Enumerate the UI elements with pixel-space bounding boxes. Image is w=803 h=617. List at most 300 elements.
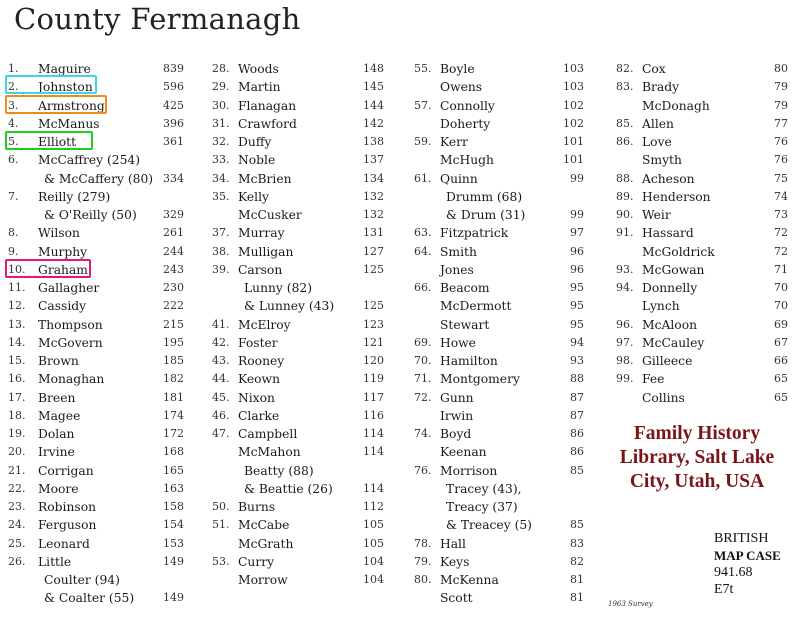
surname: Ferguson	[38, 518, 97, 533]
surname-count: 181	[163, 390, 184, 404]
surname-count: 67	[774, 335, 788, 349]
surname-row	[414, 78, 596, 96]
surname-count: 137	[363, 153, 384, 167]
surname-row	[8, 297, 196, 315]
surname: Johnston	[38, 80, 93, 95]
rank-number: 76.	[414, 463, 432, 477]
catalog-reference	[714, 530, 781, 598]
surname-count: 96	[570, 262, 584, 276]
surname: McCabe	[238, 518, 290, 533]
surname-row	[616, 188, 800, 206]
surname-count: 195	[163, 335, 184, 349]
surname-count: 103	[563, 80, 584, 94]
surname-count: 144	[363, 98, 384, 112]
surname: Mulligan	[238, 244, 294, 259]
surname-count: 172	[163, 427, 184, 440]
surname-row	[212, 206, 396, 224]
rank-number: 69.	[414, 335, 432, 349]
surname: Keown	[238, 372, 280, 387]
surname-row	[212, 352, 396, 370]
surname: Donnelly	[642, 281, 698, 295]
rank-number: 85.	[616, 116, 634, 130]
surname: Rooney	[238, 354, 285, 368]
surname-row	[414, 261, 596, 279]
surname-count: 105	[363, 536, 384, 550]
rank-number: 78.	[414, 536, 432, 550]
surname: Gunn	[440, 390, 474, 405]
surname: Treacy (37)	[446, 500, 518, 514]
surname-count: 66	[774, 354, 788, 367]
surname-count: 396	[163, 116, 184, 130]
rank-number: 64.	[414, 244, 432, 258]
rank-number: 97.	[616, 335, 634, 349]
surname-row	[212, 553, 396, 571]
surname: Crawford	[238, 116, 297, 131]
rank-number: 61.	[414, 171, 432, 185]
surname-count: 132	[363, 208, 384, 221]
rank-number: 98.	[616, 354, 634, 367]
surname-count: 65	[774, 372, 788, 386]
surname-row	[414, 60, 596, 78]
surname: McCaffrey (254)	[38, 153, 141, 168]
rank-number: 18.	[8, 408, 26, 422]
surname: Jones	[440, 262, 474, 277]
surname: Drumm (68)	[446, 189, 523, 204]
surname: Maguire	[38, 62, 91, 76]
surname-count: 83	[570, 536, 584, 550]
rank-number: 19.	[8, 427, 26, 440]
surname: Martin	[238, 80, 281, 95]
surname: Stewart	[440, 317, 490, 332]
surname-row	[212, 261, 396, 279]
surname-row	[8, 370, 196, 388]
surname-count: 71	[774, 262, 788, 276]
surname: Armstrong	[38, 98, 105, 113]
surname-count: 114	[363, 427, 384, 440]
surname-row	[8, 151, 196, 169]
rank-number: 20.	[8, 445, 26, 459]
surname: Lunny (82)	[244, 281, 313, 295]
surname-count: 230	[163, 281, 184, 294]
rank-number: 44.	[212, 372, 230, 386]
rank-number: 46.	[212, 408, 230, 422]
rank-number: 86.	[616, 135, 634, 148]
rank-number: 45.	[212, 390, 230, 404]
surname-row	[414, 188, 596, 206]
surname: Connolly	[440, 98, 495, 113]
surname-count: 88	[570, 372, 584, 386]
surname-count: 96	[570, 244, 584, 258]
rank-number: 25.	[8, 536, 26, 550]
survey-caption: 1963 Survey	[608, 600, 653, 608]
surname-count: 243	[163, 262, 184, 276]
surname-row	[212, 407, 396, 425]
page-title: County Fermanagh	[14, 2, 301, 36]
surname-row	[414, 316, 596, 334]
surname-count: 86	[570, 427, 584, 440]
surname-row	[616, 243, 800, 261]
surname: Morrow	[238, 573, 288, 587]
surname: Murray	[238, 226, 285, 241]
rank-number: 16.	[8, 372, 26, 386]
surname-count: 117	[363, 390, 384, 404]
surname-row	[616, 297, 800, 315]
surname-count: 131	[363, 226, 384, 240]
surname-row	[8, 279, 196, 297]
rank-number: 21.	[8, 463, 26, 477]
surname: Breen	[38, 390, 76, 405]
surname-row	[616, 97, 800, 115]
rank-number: 14.	[8, 335, 26, 349]
surname-count: 102	[563, 116, 584, 130]
surname-row	[616, 60, 800, 78]
surname-row	[414, 535, 596, 553]
library-note	[598, 422, 796, 494]
rank-number: 23.	[8, 500, 26, 513]
surname-row	[414, 589, 596, 607]
surname-count: 85	[570, 463, 584, 477]
surname-count: 132	[363, 189, 384, 203]
surname-count: 120	[363, 354, 384, 367]
rank-number: 31.	[212, 116, 230, 130]
surname-row	[8, 516, 196, 534]
surname-row	[414, 571, 596, 589]
surname-count: 127	[363, 244, 384, 258]
surname-count: 85	[570, 518, 584, 532]
rank-number: 6.	[8, 153, 19, 167]
surname: Magee	[38, 408, 81, 423]
surname: Hassard	[642, 226, 694, 241]
surname-row	[414, 97, 596, 115]
surname-count: 142	[363, 116, 384, 130]
surname: Kelly	[238, 189, 269, 204]
surname: Quinn	[440, 171, 478, 186]
surname-row	[414, 407, 596, 425]
surname: Flanagan	[238, 98, 297, 113]
surname: Beacom	[440, 281, 490, 295]
surname-count: 70	[774, 281, 788, 294]
rank-number: 91.	[616, 226, 634, 240]
rank-number: 33.	[212, 153, 230, 167]
surname-row	[8, 206, 196, 224]
surname-count: 112	[363, 500, 384, 513]
catalog-line: E7t	[714, 582, 734, 597]
surname: & Lunney (43)	[244, 299, 335, 314]
surname-row	[616, 115, 800, 133]
surname-row	[414, 115, 596, 133]
rank-number: 80.	[414, 573, 432, 586]
surname: Curry	[238, 554, 275, 569]
rank-number: 50.	[212, 500, 230, 513]
surname: Corrigan	[38, 463, 94, 478]
surname-row	[414, 279, 596, 297]
rank-number: 37.	[212, 226, 230, 240]
surname: Kerr	[440, 135, 468, 149]
surname-count: 125	[363, 262, 384, 276]
surname-row	[212, 243, 396, 261]
surname: McMahon	[238, 445, 301, 460]
surname-row	[212, 60, 396, 78]
rank-number: 28.	[212, 62, 230, 75]
rank-number: 4.	[8, 116, 19, 130]
surname: Keys	[440, 554, 470, 569]
surname: Allen	[642, 116, 674, 131]
surname-row	[414, 297, 596, 315]
surname: Tracey (43),	[446, 481, 522, 496]
surname-row	[212, 316, 396, 334]
surname-count: 149	[163, 591, 184, 605]
surname-row	[212, 78, 396, 96]
surname-row	[616, 78, 800, 96]
surname-count: 103	[563, 62, 584, 75]
surname-row	[8, 188, 196, 206]
surname-count: 81	[570, 591, 584, 605]
surname: Coulter (94)	[44, 573, 120, 587]
surname-row	[414, 151, 596, 169]
surname-row	[212, 133, 396, 151]
rank-number: 74.	[414, 427, 432, 440]
surname-count: 125	[363, 299, 384, 313]
rank-number: 41.	[212, 317, 230, 331]
surname-row	[414, 206, 596, 224]
surname: Weir	[642, 208, 671, 222]
surname-row	[212, 170, 396, 188]
surname-count: 174	[163, 408, 184, 422]
surname-count: 65	[774, 390, 788, 404]
rank-number: 5.	[8, 135, 19, 148]
rank-number: 55.	[414, 62, 432, 75]
surname-row	[616, 334, 800, 352]
surname: Smyth	[642, 153, 682, 168]
surname-count: 95	[570, 317, 584, 331]
rank-number: 22.	[8, 481, 26, 495]
surname-count: 105	[363, 518, 384, 532]
surname: Robinson	[38, 500, 97, 514]
surname: & Drum (31)	[446, 208, 526, 222]
surname-count: 182	[163, 372, 184, 386]
surname-row	[212, 115, 396, 133]
surname: & McCaffery (80)	[44, 171, 154, 186]
surname-count: 101	[563, 135, 584, 148]
surname-count: 148	[363, 62, 384, 75]
surname: McBrien	[238, 171, 292, 186]
surname: Wilson	[38, 226, 80, 241]
surname-count: 70	[774, 299, 788, 313]
rank-number: 7.	[8, 189, 19, 203]
surname-row	[8, 334, 196, 352]
rank-number: 79.	[414, 554, 432, 568]
surname: Carson	[238, 262, 283, 277]
surname: & Coalter (55)	[44, 591, 135, 606]
surname-count: 361	[163, 135, 184, 148]
rank-number: 83.	[616, 80, 634, 94]
surname-count: 149	[163, 554, 184, 568]
surname-row	[8, 462, 196, 480]
surname-row	[616, 389, 800, 407]
surname: Cassidy	[38, 299, 87, 314]
surname: & Treacey (5)	[446, 518, 532, 533]
surname-count: 222	[163, 299, 184, 313]
rank-number: 59.	[414, 135, 432, 148]
surname-row	[616, 261, 800, 279]
surname-count: 123	[363, 317, 384, 331]
surname-count: 121	[363, 335, 384, 349]
surname-row	[414, 370, 596, 388]
surname: Morrison	[440, 463, 498, 478]
surname-count: 154	[163, 518, 184, 532]
surname-count: 104	[363, 573, 384, 586]
surname: Gilleece	[642, 354, 693, 368]
rank-number: 71.	[414, 372, 432, 386]
rank-number: 57.	[414, 98, 432, 112]
library-note-line: City, Utah, USA	[629, 471, 765, 492]
highlight-box	[5, 95, 107, 114]
surname: Thompson	[38, 317, 103, 332]
surname-row	[8, 535, 196, 553]
rank-number: 32.	[212, 135, 230, 148]
rank-number: 30.	[212, 98, 230, 112]
surname: Hamilton	[440, 354, 498, 368]
rank-number: 70.	[414, 354, 432, 367]
surname-count: 72	[774, 244, 788, 258]
surname: Reilly (279)	[38, 189, 111, 204]
library-note-line: Family History	[633, 423, 761, 444]
surname-row	[212, 571, 396, 589]
surname: Howe	[440, 335, 476, 350]
surname-row	[8, 243, 196, 261]
surname-row	[8, 589, 196, 607]
surname-count: 97	[570, 226, 584, 240]
surname-count: 425	[163, 98, 184, 112]
surname: McHugh	[440, 153, 494, 168]
surname-row	[616, 352, 800, 370]
surname: Foster	[238, 335, 278, 350]
surname-count: 95	[570, 281, 584, 294]
surname: McCusker	[238, 208, 302, 222]
surname: McManus	[38, 116, 100, 131]
surname-count: 261	[163, 226, 184, 240]
surname-count: 102	[563, 98, 584, 112]
rank-number: 12.	[8, 299, 26, 313]
surname-count: 163	[163, 481, 184, 495]
surname: Fitzpatrick	[440, 226, 509, 241]
surname-row	[212, 279, 396, 297]
surname: McGoldrick	[642, 244, 715, 259]
surname: Doherty	[440, 116, 491, 131]
catalog-line: 941.68	[714, 565, 753, 580]
surname-row	[8, 480, 196, 498]
rank-number: 88.	[616, 171, 634, 185]
surname-count: 94	[570, 335, 584, 349]
rank-number: 1.	[8, 62, 19, 75]
surname: Brown	[38, 354, 79, 368]
surname-row	[414, 462, 596, 480]
surname-row	[212, 462, 396, 480]
surname: Brady	[642, 80, 680, 95]
rank-number: 17.	[8, 390, 26, 404]
surname-count: 75	[774, 171, 788, 185]
surname: McDonagh	[642, 98, 710, 113]
surname-row	[414, 389, 596, 407]
rank-number: 51.	[212, 518, 230, 532]
surname: Graham	[38, 262, 88, 277]
surname-count: 72	[774, 226, 788, 240]
surname: Campbell	[238, 427, 298, 441]
rank-number: 99.	[616, 372, 634, 386]
surname-count: 596	[163, 80, 184, 94]
surname-count: 80	[774, 62, 788, 75]
surname-row	[212, 370, 396, 388]
surname-row	[414, 170, 596, 188]
surname-row	[616, 206, 800, 224]
surname-count: 74	[774, 189, 788, 203]
rank-number: 93.	[616, 262, 634, 276]
rank-number: 8.	[8, 226, 19, 240]
surname: Burns	[238, 500, 276, 514]
surname: Little	[38, 554, 72, 569]
surname: McCauley	[642, 335, 705, 350]
rank-number: 13.	[8, 317, 26, 331]
rank-number: 96.	[616, 317, 634, 331]
rank-number: 43.	[212, 354, 230, 367]
surname-count: 116	[363, 408, 384, 422]
surname-row	[414, 516, 596, 534]
catalog-line: BRITISH	[714, 531, 769, 546]
surname-row	[8, 224, 196, 242]
surname-row	[212, 535, 396, 553]
surname-count: 104	[363, 554, 384, 568]
surname: Hall	[440, 536, 466, 551]
rank-number: 11.	[8, 281, 26, 294]
surname-row	[616, 133, 800, 151]
surname-count: 82	[570, 554, 584, 568]
rank-number: 94.	[616, 281, 634, 294]
library-note-line: Library, Salt Lake	[619, 447, 775, 468]
rank-number: 10.	[8, 262, 26, 276]
surname-row	[414, 498, 596, 516]
rank-number: 66.	[414, 281, 432, 294]
surname: Irvine	[38, 445, 75, 460]
surname-count: 87	[570, 408, 584, 422]
surname-count: 215	[163, 317, 184, 331]
surname-row	[414, 553, 596, 571]
surname-count: 99	[570, 208, 584, 221]
surname-row	[8, 571, 196, 589]
surname-row	[8, 443, 196, 461]
rank-number: 34.	[212, 171, 230, 185]
surname: Fee	[642, 372, 665, 387]
surname: Lynch	[642, 299, 680, 314]
surname-count: 134	[363, 171, 384, 185]
highlight-box	[5, 75, 97, 94]
surname-row	[8, 425, 196, 443]
surname: Keenan	[440, 445, 487, 460]
surname-count: 87	[570, 390, 584, 404]
surname-count: 101	[563, 153, 584, 167]
surname-count: 114	[363, 481, 384, 495]
surname-row	[8, 352, 196, 370]
surname-row	[8, 498, 196, 516]
surname: McDermott	[440, 299, 512, 314]
rank-number: 82.	[616, 62, 634, 75]
surname-row	[212, 516, 396, 534]
rank-number: 38.	[212, 244, 230, 258]
surname-row	[212, 443, 396, 461]
surname: Owens	[440, 80, 483, 95]
surname-count: 76	[774, 135, 788, 148]
surname-row	[616, 279, 800, 297]
surname-row	[212, 334, 396, 352]
